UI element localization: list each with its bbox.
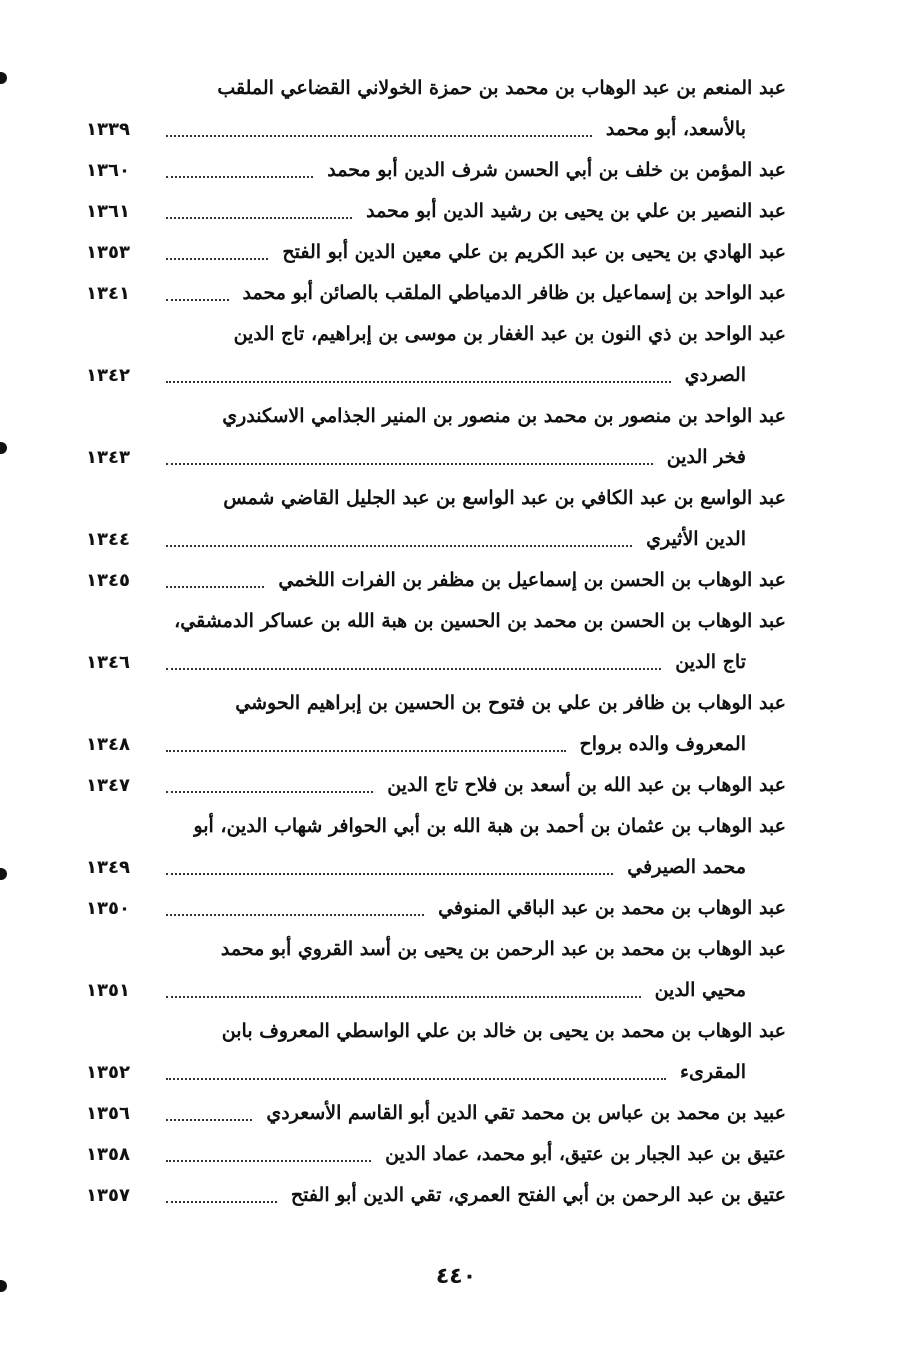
- dot-leader: [166, 1160, 371, 1162]
- index-entry-line: [86, 1052, 786, 1093]
- index-entry-line: [86, 929, 786, 970]
- index-entry-line: [86, 478, 786, 519]
- index-entry: [86, 765, 786, 806]
- page-number: ٤٤٠: [435, 1264, 477, 1289]
- dot-leader: [166, 545, 632, 547]
- index-entry-line: [86, 601, 786, 642]
- index-entry: [86, 232, 786, 273]
- entry-text: عبد الواحد بن إسماعيل بن ظافر الدمياطي الملقب بالصائن أبو محمد: [242, 282, 786, 304]
- dot-leader: [166, 381, 671, 383]
- entry-number: ١٣٥٣: [86, 242, 130, 263]
- index-entry: [86, 806, 786, 888]
- dot-leader: [166, 258, 268, 260]
- entry-number: ١٣٤٣: [86, 447, 130, 468]
- index-entry: [86, 1175, 786, 1216]
- entry-text: عتيق بن عبد الجبار بن عتيق، أبو محمد، عماد الدين: [385, 1143, 786, 1165]
- index-entry-line: [86, 1011, 786, 1052]
- entry-number: ١٣٤٢: [86, 365, 130, 386]
- entry-text: عبد الهادي بن يحيى بن عبد الكريم بن علي معين الدين أبو الفتح: [282, 241, 786, 263]
- index-entry: [86, 560, 786, 601]
- entry-text: عبد الوهاب بن محمد بن عبد الرحمن بن يحيى بن أسد القروي أبو محمد: [220, 938, 786, 960]
- scan-edge-mark: [0, 868, 7, 880]
- index-entry-line: [86, 642, 786, 683]
- entry-number: ١٣٤٨: [86, 734, 130, 755]
- entry-text: عبد الوهاب بن الحسن بن محمد بن الحسين بن هبة الله بن عساكر الدمشقي،: [174, 610, 786, 632]
- dot-leader: [166, 1078, 666, 1080]
- entry-text: محمد الصيرفي: [627, 856, 746, 878]
- index-entry-line: [86, 1175, 786, 1216]
- index-entry-line: [86, 724, 786, 765]
- entry-number: ١٣٤٩: [86, 857, 130, 878]
- index-entry: [86, 191, 786, 232]
- entry-text: عبد النصير بن علي بن يحيى بن رشيد الدين أبو محمد: [366, 200, 786, 222]
- entry-text: تاج الدين: [675, 651, 746, 673]
- entry-number: ١٣٤٧: [86, 775, 130, 796]
- entry-number: ١٣٤٦: [86, 652, 130, 673]
- dot-leader: [166, 791, 373, 793]
- entry-text: عبد الواحد بن منصور بن محمد بن منصور بن المنير الجذامي الاسكندري: [222, 405, 786, 427]
- entry-text: الصردي: [684, 364, 746, 386]
- dot-leader: [166, 1201, 277, 1203]
- entry-number: ١٣٥٢: [86, 1062, 130, 1083]
- index-entry-line: [86, 888, 786, 929]
- entry-text: عبد الوهاب بن عثمان بن أحمد بن هبة الله بن أبي الحوافر شهاب الدين، أبو: [193, 815, 786, 837]
- index-entry-line: [86, 765, 786, 806]
- dot-leader: [166, 217, 352, 219]
- index-entry: [86, 478, 786, 560]
- index-entry-line: [86, 191, 786, 232]
- index-entry-line: [86, 396, 786, 437]
- name-index: [86, 68, 786, 1216]
- index-entry-line: [86, 355, 786, 396]
- index-entry-line: [86, 273, 786, 314]
- dot-leader: [166, 176, 313, 178]
- entry-text: عبد الوهاب بن محمد بن عبد الباقي المنوفي: [438, 897, 786, 919]
- index-entry-line: [86, 232, 786, 273]
- index-entry-line: [86, 314, 786, 355]
- index-entry-line: [86, 1093, 786, 1134]
- entry-text: الدين الأثيري: [646, 528, 746, 550]
- index-entry: [86, 150, 786, 191]
- entry-text: عبد المؤمن بن خلف بن أبي الحسن شرف الدين أبو محمد: [327, 159, 786, 181]
- entry-text: عبد الوهاب بن الحسن بن إسماعيل بن مظفر بن الفرات اللخمي: [278, 569, 786, 591]
- entry-text: المقرىء: [680, 1061, 746, 1083]
- scan-edge-mark: [0, 442, 7, 454]
- index-entry-line: [86, 847, 786, 888]
- entry-number: ١٣٥٨: [86, 1144, 130, 1165]
- index-entry-line: [86, 970, 786, 1011]
- entry-number: ١٣٤٤: [86, 529, 130, 550]
- entry-number: ١٣٦١: [86, 201, 130, 222]
- index-entry: [86, 314, 786, 396]
- entry-number: ١٣٥٧: [86, 1185, 130, 1206]
- entry-text: عبد الوهاب بن محمد بن يحيى بن خالد بن علي الواسطي المعروف بابن: [221, 1020, 786, 1042]
- dot-leader: [166, 873, 613, 875]
- dot-leader: [166, 914, 424, 916]
- index-entry: [86, 1011, 786, 1093]
- dot-leader: [166, 668, 661, 670]
- entry-text: المعروف والده برواح: [579, 733, 746, 755]
- index-entry-line: [86, 68, 786, 109]
- entry-text: عبد المنعم بن عبد الوهاب بن محمد بن حمزة الخولاني القضاعي الملقب: [217, 77, 786, 99]
- entry-text: عبد الوهاب بن ظافر بن علي بن فتوح بن الحسين بن إبراهيم الحوشي: [235, 692, 786, 714]
- entry-number: ١٣٤٥: [86, 570, 130, 591]
- entry-text: بالأسعد، أبو محمد: [605, 118, 746, 140]
- entry-number: ١٣٥١: [86, 980, 130, 1001]
- entry-text: عبيد بن محمد بن عباس بن محمد تقي الدين أبو القاسم الأسعردي: [266, 1102, 786, 1124]
- entry-number: ١٣٤١: [86, 283, 130, 304]
- entry-text: فخر الدين: [666, 446, 746, 468]
- entry-number: ١٣٥٦: [86, 1103, 130, 1124]
- index-entry-line: [86, 519, 786, 560]
- dot-leader: [166, 996, 641, 998]
- dot-leader: [166, 463, 653, 465]
- dot-leader: [166, 750, 566, 752]
- dot-leader: [166, 299, 229, 301]
- entry-number: ١٣٥٠: [86, 898, 130, 919]
- entry-text: عبد الواسع بن عبد الكافي بن عبد الواسع بن عبد الجليل القاضي شمس: [223, 487, 786, 509]
- index-entry: [86, 273, 786, 314]
- entry-number: ١٣٦٠: [86, 160, 130, 181]
- entry-text: عتيق بن عبد الرحمن بن أبي الفتح العمري، تقي الدين أبو الفتح: [290, 1184, 786, 1206]
- index-entry: [86, 929, 786, 1011]
- index-entry-line: [86, 560, 786, 601]
- dot-leader: [166, 586, 264, 588]
- entry-text: عبد الواحد بن ذي النون بن عبد الغفار بن موسى بن إبراهيم، تاج الدين: [233, 323, 786, 345]
- index-entry: [86, 396, 786, 478]
- index-entry: [86, 1134, 786, 1175]
- index-entry: [86, 888, 786, 929]
- dot-leader: [166, 1119, 252, 1121]
- index-entry: [86, 1093, 786, 1134]
- entry-text: عبد الوهاب بن عبد الله بن أسعد بن فلاح تاج الدين: [387, 774, 786, 796]
- dot-leader: [166, 135, 592, 137]
- index-entry-line: [86, 683, 786, 724]
- index-entry: [86, 683, 786, 765]
- index-entry: [86, 601, 786, 683]
- entry-number: ١٣٣٩: [86, 119, 130, 140]
- index-entry-line: [86, 437, 786, 478]
- scan-edge-mark: [0, 72, 7, 84]
- index-entry-line: [86, 150, 786, 191]
- index-entry: [86, 68, 786, 150]
- index-entry-line: [86, 1134, 786, 1175]
- index-entry-line: [86, 109, 786, 150]
- entry-text: محيي الدين: [654, 979, 746, 1001]
- index-entry-line: [86, 806, 786, 847]
